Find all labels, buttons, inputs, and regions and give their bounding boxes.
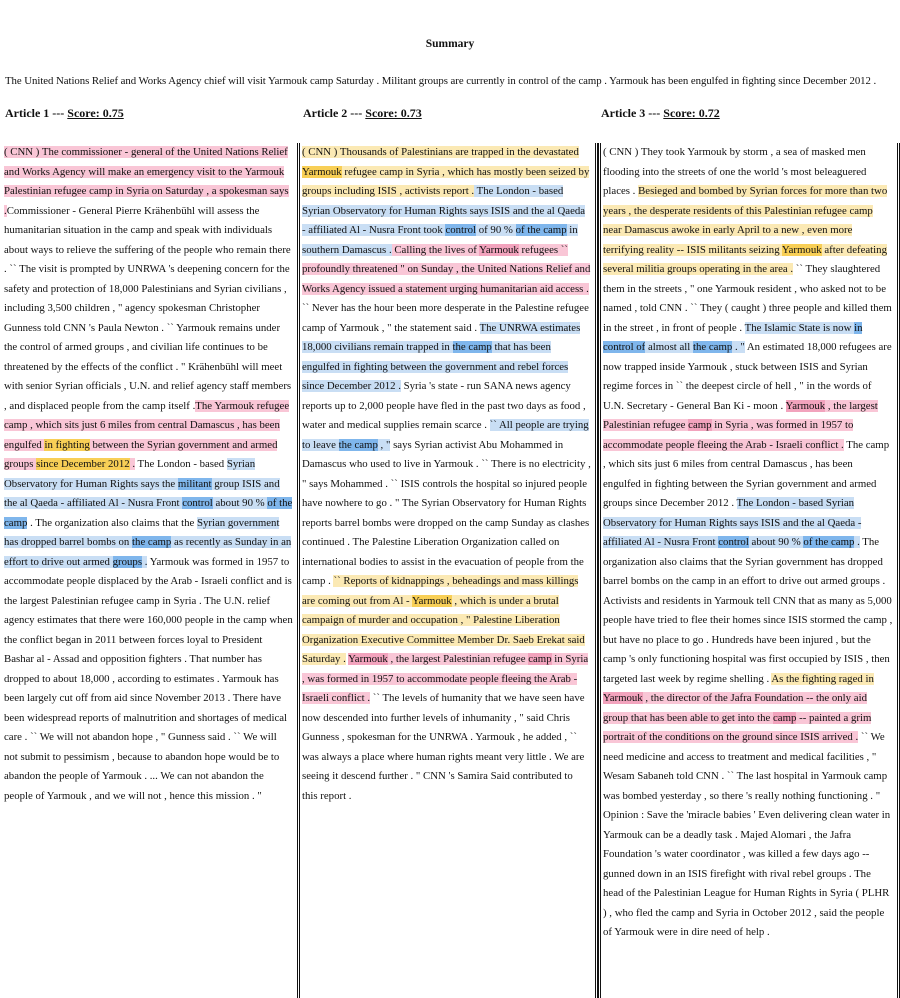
highlighted-text-span: in southern Damascus . xyxy=(302,224,578,256)
article-1-body xyxy=(4,143,293,806)
article-2-title xyxy=(303,106,422,121)
highlighted-text-span: , which is under a brutal campaign of murder and occupation , " Palestine Liberation Organization Executive Committee Member Dr. Saeb Erekat said Saturday . xyxy=(302,594,585,665)
highlighted-text-span: Besieged and bombed by Syrian forces for more than two years , the desperate residents of this Palestinian refugee camp near Damascus awoke in early April to a new , even more terrifying reality -- ISIS militants seizing xyxy=(603,185,888,256)
highlighted-text-span: control xyxy=(182,497,213,509)
highlighted-text-span: . xyxy=(854,536,860,548)
text-span: `` We need medicine and access to treatment and medical facilities , " Wesam Sabaneh told CNN . `` The last hospital in Yarmouk camp was bombed yesterday , so there 's really nothing functioning . " Opinion : Save the 'miracle babies ' Even delivering clean water in Yarmouk can be a deadly task . Majed Alomari , the Jafra Foundation 's water coordinator , was killed a few days ago -- gunned down in an ISIS firefight with rival rebel groups . The head of the Palestinian League for Human Rights in Syria ( PLHR ) , who fled the camp and Syria in October 2012 , said the people of Yarmouk were in dire need of help . xyxy=(603,731,891,938)
article-title-prefix: Article 3 --- xyxy=(601,106,664,120)
highlighted-text-span: of 90 % xyxy=(476,224,516,236)
highlighted-text-span: As the fighting raged in xyxy=(771,672,874,685)
highlighted-text-span: of the camp xyxy=(4,497,293,529)
highlighted-text-span: , the largest Palestinian refugee xyxy=(387,653,529,665)
highlighted-text-span: camp xyxy=(528,653,552,665)
highlighted-text-span: control xyxy=(718,536,749,548)
highlighted-text-span: Yarmouk xyxy=(411,594,452,607)
text-span: An estimated 18,000 refugees are now trapped inside Yarmouk , stuck between ISIS and Syrian regime forces in `` the deepest circle of hell , " in the words of U.N. Secretary - General Ban Ki - moon . xyxy=(603,341,892,412)
text-span: Syria 's state - run SANA news agency reports up to 2,000 people have fled in the past two days as food , water and medical supplies remain scarce . xyxy=(302,380,586,431)
article-2-column xyxy=(300,143,598,998)
highlighted-text-span: since December 2012 xyxy=(36,458,130,470)
highlighted-text-span: control xyxy=(445,224,477,236)
summary-text: The United Nations Relief and Works Agency chief will visit Yarmouk camp Saturday . Militant groups are currently in control of the camp . Yarmouk has been engulfed in fighting since December 2012 . xyxy=(5,75,877,87)
highlighted-text-span: Syrian Observatory for Human Rights says the xyxy=(4,458,256,490)
highlighted-text-span: The London - based Syrian Observatory for Human Rights says ISIS and the al Qaeda - affiliated Al - Nusra Front xyxy=(603,497,862,548)
highlighted-text-span: group ISIS and the al Qaeda - affiliated Al - Nusra Front xyxy=(4,477,280,509)
highlighted-text-span: camp xyxy=(688,419,712,431)
text-span: `` The levels of humanity that we have seen have now descended into further levels of inhumanity , " said Chris Gunness , spokesman for the UNRWA . Yarmouk , he added , `` was always a place where human rights meant very little . We are seeing it descend further . " CNN 's Samira Said contributed to this report . xyxy=(302,692,585,802)
highlighted-text-span: in fighting xyxy=(44,438,90,451)
highlighted-text-span: militant xyxy=(177,477,212,490)
highlighted-text-span: The Islamic State is now xyxy=(744,321,855,334)
article-3-score: Score: 0.72 xyxy=(663,106,720,120)
article-3-column xyxy=(598,143,900,998)
highlighted-text-span: groups xyxy=(112,555,143,568)
highlighted-text-span: as recently as Sunday in an effort to drive out armed xyxy=(4,536,292,568)
highlighted-text-span: ( CNN ) The commissioner - general of the United Nations Relief and Works Agency will make an emergency visit to the Yarmouk Palestinian refugee camp in Syria on Saturday , a spokesman says . xyxy=(4,146,289,217)
highlighted-text-span: Syrian government has dropped barrel bombs on xyxy=(4,516,280,548)
highlighted-text-span: the camp xyxy=(338,438,378,451)
text-span: The organization also claims that the Syrian government has dropped barrel bombs on the camp in an effort to drive out armed groups . Activists and residents in Yarmouk tell CNN that as many as 5,000 people have tried to flee their homes since ISIS stormed the camp , but have no place to go . Hundreds have been injured , but the camp 's only functioning hospital was first occupied by ISIS , then targeted last week by regime shelling . xyxy=(603,536,893,685)
highlighted-text-span: between the Syrian government and armed groups xyxy=(4,438,278,470)
highlighted-text-span: , " xyxy=(377,438,391,451)
highlighted-text-span: , the director of the Jafra Foundation -- the only aid group that has been able to get into the xyxy=(603,692,867,724)
highlighted-text-span: . xyxy=(129,458,136,470)
highlighted-text-span: The London - based Syrian Observatory for Human Rights says ISIS and the al Qaeda - affiliated Al - Nusra Front took xyxy=(302,185,586,236)
highlighted-text-span: Calling the lives of xyxy=(391,243,480,256)
highlighted-text-span: of the camp xyxy=(515,224,567,236)
highlighted-text-span: almost all xyxy=(645,341,693,353)
text-span: Yarmouk was formed in 1957 to accommodate people displaced by the Arab - Israeli conflict and is the largest Palestinian refugee camp in Syria . The U.N. relief agency estimates that there were 160,000 people in the camp when the conflict began in 2011 between forces loyal to President Bashar al - Assad and opposition fighters . That number has dropped to about 18,000 , according to estimates . Yarmouk has been largely cut off from aid since November 2013 . There have been widespread reports of malnutrition and shortages of medical care . `` We will not abandon hope , " Gunness said . `` We will not submit to pessimism , because to abandon hope would be to abandon the people of Yarmouk . ... We can not abandon the people of Yarmouk , and we will not , hence this mission . " xyxy=(4,555,293,802)
highlighted-text-span: the camp xyxy=(452,341,492,353)
highlighted-text-span: in Syria , was formed in 1957 to accommodate people fleeing the Arab - Israeli conflict . xyxy=(603,419,854,451)
highlighted-text-span: `` All people are trying to leave xyxy=(302,419,589,451)
article-title-prefix: Article 2 --- xyxy=(303,106,366,120)
text-span: `` They slaughtered them in the streets , " one Yarmouk resident , who asked not to be named , told CNN . `` They ( caught ) three people and killed them in the street , in front of people . xyxy=(603,263,892,334)
article-2-body xyxy=(302,143,591,806)
text-span: says Syrian activist Abu Mohammed in Damascus who used to live in Yarmouk . `` There is no electricity , " says Mohammed . `` ISIS controls the hospital so injured people have nowhere to go . " The Syrian Observatory for Human Rights reports barrel bombs were dropped on the camp Sunday as clashes continued . The Palestine Liberation Organization called on international bodies to assist in the evacuation of people from the camp . xyxy=(302,438,591,587)
article-2-score: Score: 0.73 xyxy=(365,106,422,120)
highlighted-text-span: , the largest Palestinian refugee xyxy=(603,399,878,431)
article-3-title xyxy=(601,106,720,121)
highlighted-text-span: Yarmouk xyxy=(479,243,519,256)
highlighted-text-span: in Syria , was formed in 1957 to accommodate people fleeing the Arab - Israeli conflict . xyxy=(302,653,589,704)
highlighted-text-span: the camp xyxy=(692,341,733,353)
highlighted-text-span: about 90 % xyxy=(212,497,268,509)
highlighted-text-span: camp xyxy=(773,711,797,724)
highlighted-text-span: -- painted a grim portrait of the conditions on the ground since ISIS arrived . xyxy=(603,711,872,743)
text-span: Commissioner - General Pierre Krähenbühl will assess the humanitarian situation in the camp and speak with individuals about ways to relieve the suffering of the people who remain there . `` The visit is prompted by UNRWA 's deepening concern for the safety and protection of 18,000 Palestinians and Syrian civilians , including 3,500 children , " agency spokesman Christopher Gunness told CNN 's Paula Newton . `` Yarmouk remains under the control of armed groups , and civilian life continues to be threatened by the effects of the conflict . " Krähenbühl will meet with senior Syrian officials , U.N. and relief agency staff members , and displaced people from the camp itself . xyxy=(4,204,292,412)
highlighted-text-span: . " xyxy=(732,341,745,353)
text-span: ( CNN ) They took Yarmouk by storm , a sea of masked men flooding into the streets of one the world 's most beleaguered places . xyxy=(603,146,867,197)
summary-title: Summary xyxy=(425,38,475,50)
highlighted-text-span: Yarmouk xyxy=(302,165,342,178)
highlighted-text-span: of the camp xyxy=(803,536,855,548)
article-title-prefix: Article 1 --- xyxy=(5,106,68,120)
highlighted-text-span: refugee camp in Syria , which has mostly been seized by groups including ISIS , activists report . xyxy=(302,165,590,197)
article-3-body xyxy=(603,143,893,943)
text-span: The camp , which sits just 6 miles from central Damascus , has been engulfed in fighting between the Syrian government and armed groups since December 2012 . xyxy=(603,438,890,509)
text-span: The London - based xyxy=(135,458,227,470)
article-1-column xyxy=(2,143,300,998)
text-span: `` Never has the hour been more desperate in the Palestine refugee camp of Yarmouk , " the statement said . xyxy=(302,302,589,334)
highlighted-text-span: `` Reports of kidnappings , beheadings and mass killings are coming out from Al - xyxy=(302,575,579,607)
article-1-score: Score: 0.75 xyxy=(67,106,124,120)
highlighted-text-span: after defeating several militia groups operating in the area . xyxy=(603,243,887,275)
highlighted-text-span: ( CNN ) Thousands of Palestinians are trapped in the devastated xyxy=(302,146,579,158)
highlighted-text-span: Yarmouk xyxy=(785,399,826,412)
highlighted-text-span: in control of xyxy=(603,321,863,353)
highlighted-text-span: Yarmouk xyxy=(781,243,822,256)
highlighted-text-span: that has been engulfed in fighting between the government and rebel forces since December 2012 . xyxy=(302,341,569,392)
text-span: . The organization also claims that the xyxy=(27,516,197,529)
highlighted-text-span: . xyxy=(142,555,148,568)
highlighted-text-span: the camp xyxy=(132,536,172,548)
highlighted-text-span: The Yarmouk refugee camp , which sits just 6 miles from central Damascus , has been engulfed xyxy=(4,399,290,451)
highlighted-text-span: Yarmouk xyxy=(603,692,643,704)
highlighted-text-span: Yarmouk xyxy=(348,653,388,665)
highlighted-text-span: refugees `` profoundly threatened " on Sunday , the United Nations Relief and Works Agency issued a statement urging humanitarian aid access . xyxy=(302,243,591,295)
highlighted-text-span: about 90 % xyxy=(748,536,804,548)
highlighted-text-span: The UNRWA estimates 18,000 civilians remain trapped in xyxy=(302,321,581,353)
article-1-title xyxy=(5,106,124,121)
